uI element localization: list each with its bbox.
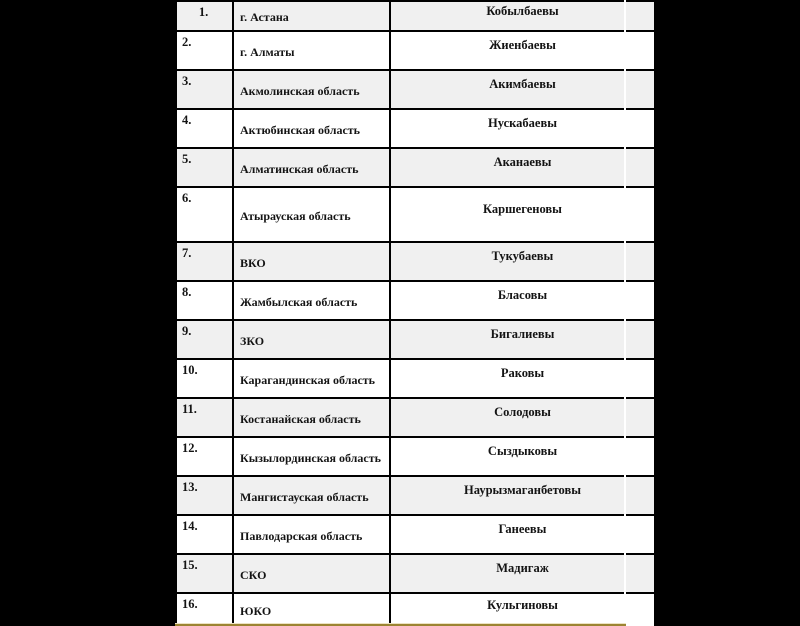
region-cell: Акмолинская область [233, 70, 390, 109]
family-name-cell: Ганеевы [390, 515, 655, 554]
row-number-cell: 10. [176, 359, 233, 398]
family-name-cell: Солодовы [390, 398, 655, 437]
table-row [176, 31, 655, 70]
page-right-edge [624, 0, 626, 623]
region-cell: Актюбинская область [233, 109, 390, 148]
regions-families-table [175, 0, 656, 626]
region-cell: ЗКО [233, 320, 390, 359]
family-name-cell: Жиенбаевы [390, 31, 655, 70]
table-row [176, 148, 655, 187]
family-name-cell: Кульгиновы [390, 593, 655, 626]
table-row [176, 437, 655, 476]
table-row [176, 70, 655, 109]
row-number-cell: 6. [176, 187, 233, 242]
family-name-cell: Тукубаевы [390, 242, 655, 281]
row-number-cell: 3. [176, 70, 233, 109]
table-row [176, 281, 655, 320]
row-number-cell: 2. [176, 31, 233, 70]
table-body [176, 1, 655, 626]
region-cell: СКО [233, 554, 390, 593]
family-name-cell: Нускабаевы [390, 109, 655, 148]
row-number-cell: 14. [176, 515, 233, 554]
row-number-cell: 4. [176, 109, 233, 148]
family-name-cell: Мадигаж [390, 554, 655, 593]
family-name-cell: Сыздыковы [390, 437, 655, 476]
family-name-cell: Каршегеновы [390, 187, 655, 242]
table-row [176, 320, 655, 359]
family-name-cell: Аканаевы [390, 148, 655, 187]
region-cell: Кызылординская область [233, 437, 390, 476]
table-row [176, 593, 655, 626]
family-name-cell: Бигалиевы [390, 320, 655, 359]
table-row [176, 1, 655, 31]
region-cell: Павлодарская область [233, 515, 390, 554]
table-row [176, 109, 655, 148]
row-number-cell: 15. [176, 554, 233, 593]
row-number-cell: 16. [176, 593, 233, 626]
family-name-cell: Кобылбаевы [390, 1, 655, 31]
region-cell: Жамбылская область [233, 281, 390, 320]
region-cell: ЮКО [233, 593, 390, 626]
row-number-cell: 1. [176, 1, 233, 31]
table-row [176, 476, 655, 515]
region-cell: Алматинская область [233, 148, 390, 187]
table-row [176, 398, 655, 437]
region-cell: Мангистауская область [233, 476, 390, 515]
row-number-cell: 12. [176, 437, 233, 476]
family-name-cell: Наурызмаганбетовы [390, 476, 655, 515]
family-name-cell: Раковы [390, 359, 655, 398]
row-number-cell: 7. [176, 242, 233, 281]
table-row [176, 554, 655, 593]
table-row [176, 515, 655, 554]
family-name-cell: Бласовы [390, 281, 655, 320]
table-row [176, 187, 655, 242]
row-number-cell: 9. [176, 320, 233, 359]
row-number-cell: 8. [176, 281, 233, 320]
table-row [176, 242, 655, 281]
region-cell: г. Алматы [233, 31, 390, 70]
region-cell: Костанайская область [233, 398, 390, 437]
row-number-cell: 11. [176, 398, 233, 437]
region-cell: г. Астана [233, 1, 390, 31]
table-row [176, 359, 655, 398]
family-name-cell: Акимбаевы [390, 70, 655, 109]
region-cell: Атырауская область [233, 187, 390, 242]
row-number-cell: 13. [176, 476, 233, 515]
region-cell: Карагандинская область [233, 359, 390, 398]
row-number-cell: 5. [176, 148, 233, 187]
region-cell: ВКО [233, 242, 390, 281]
